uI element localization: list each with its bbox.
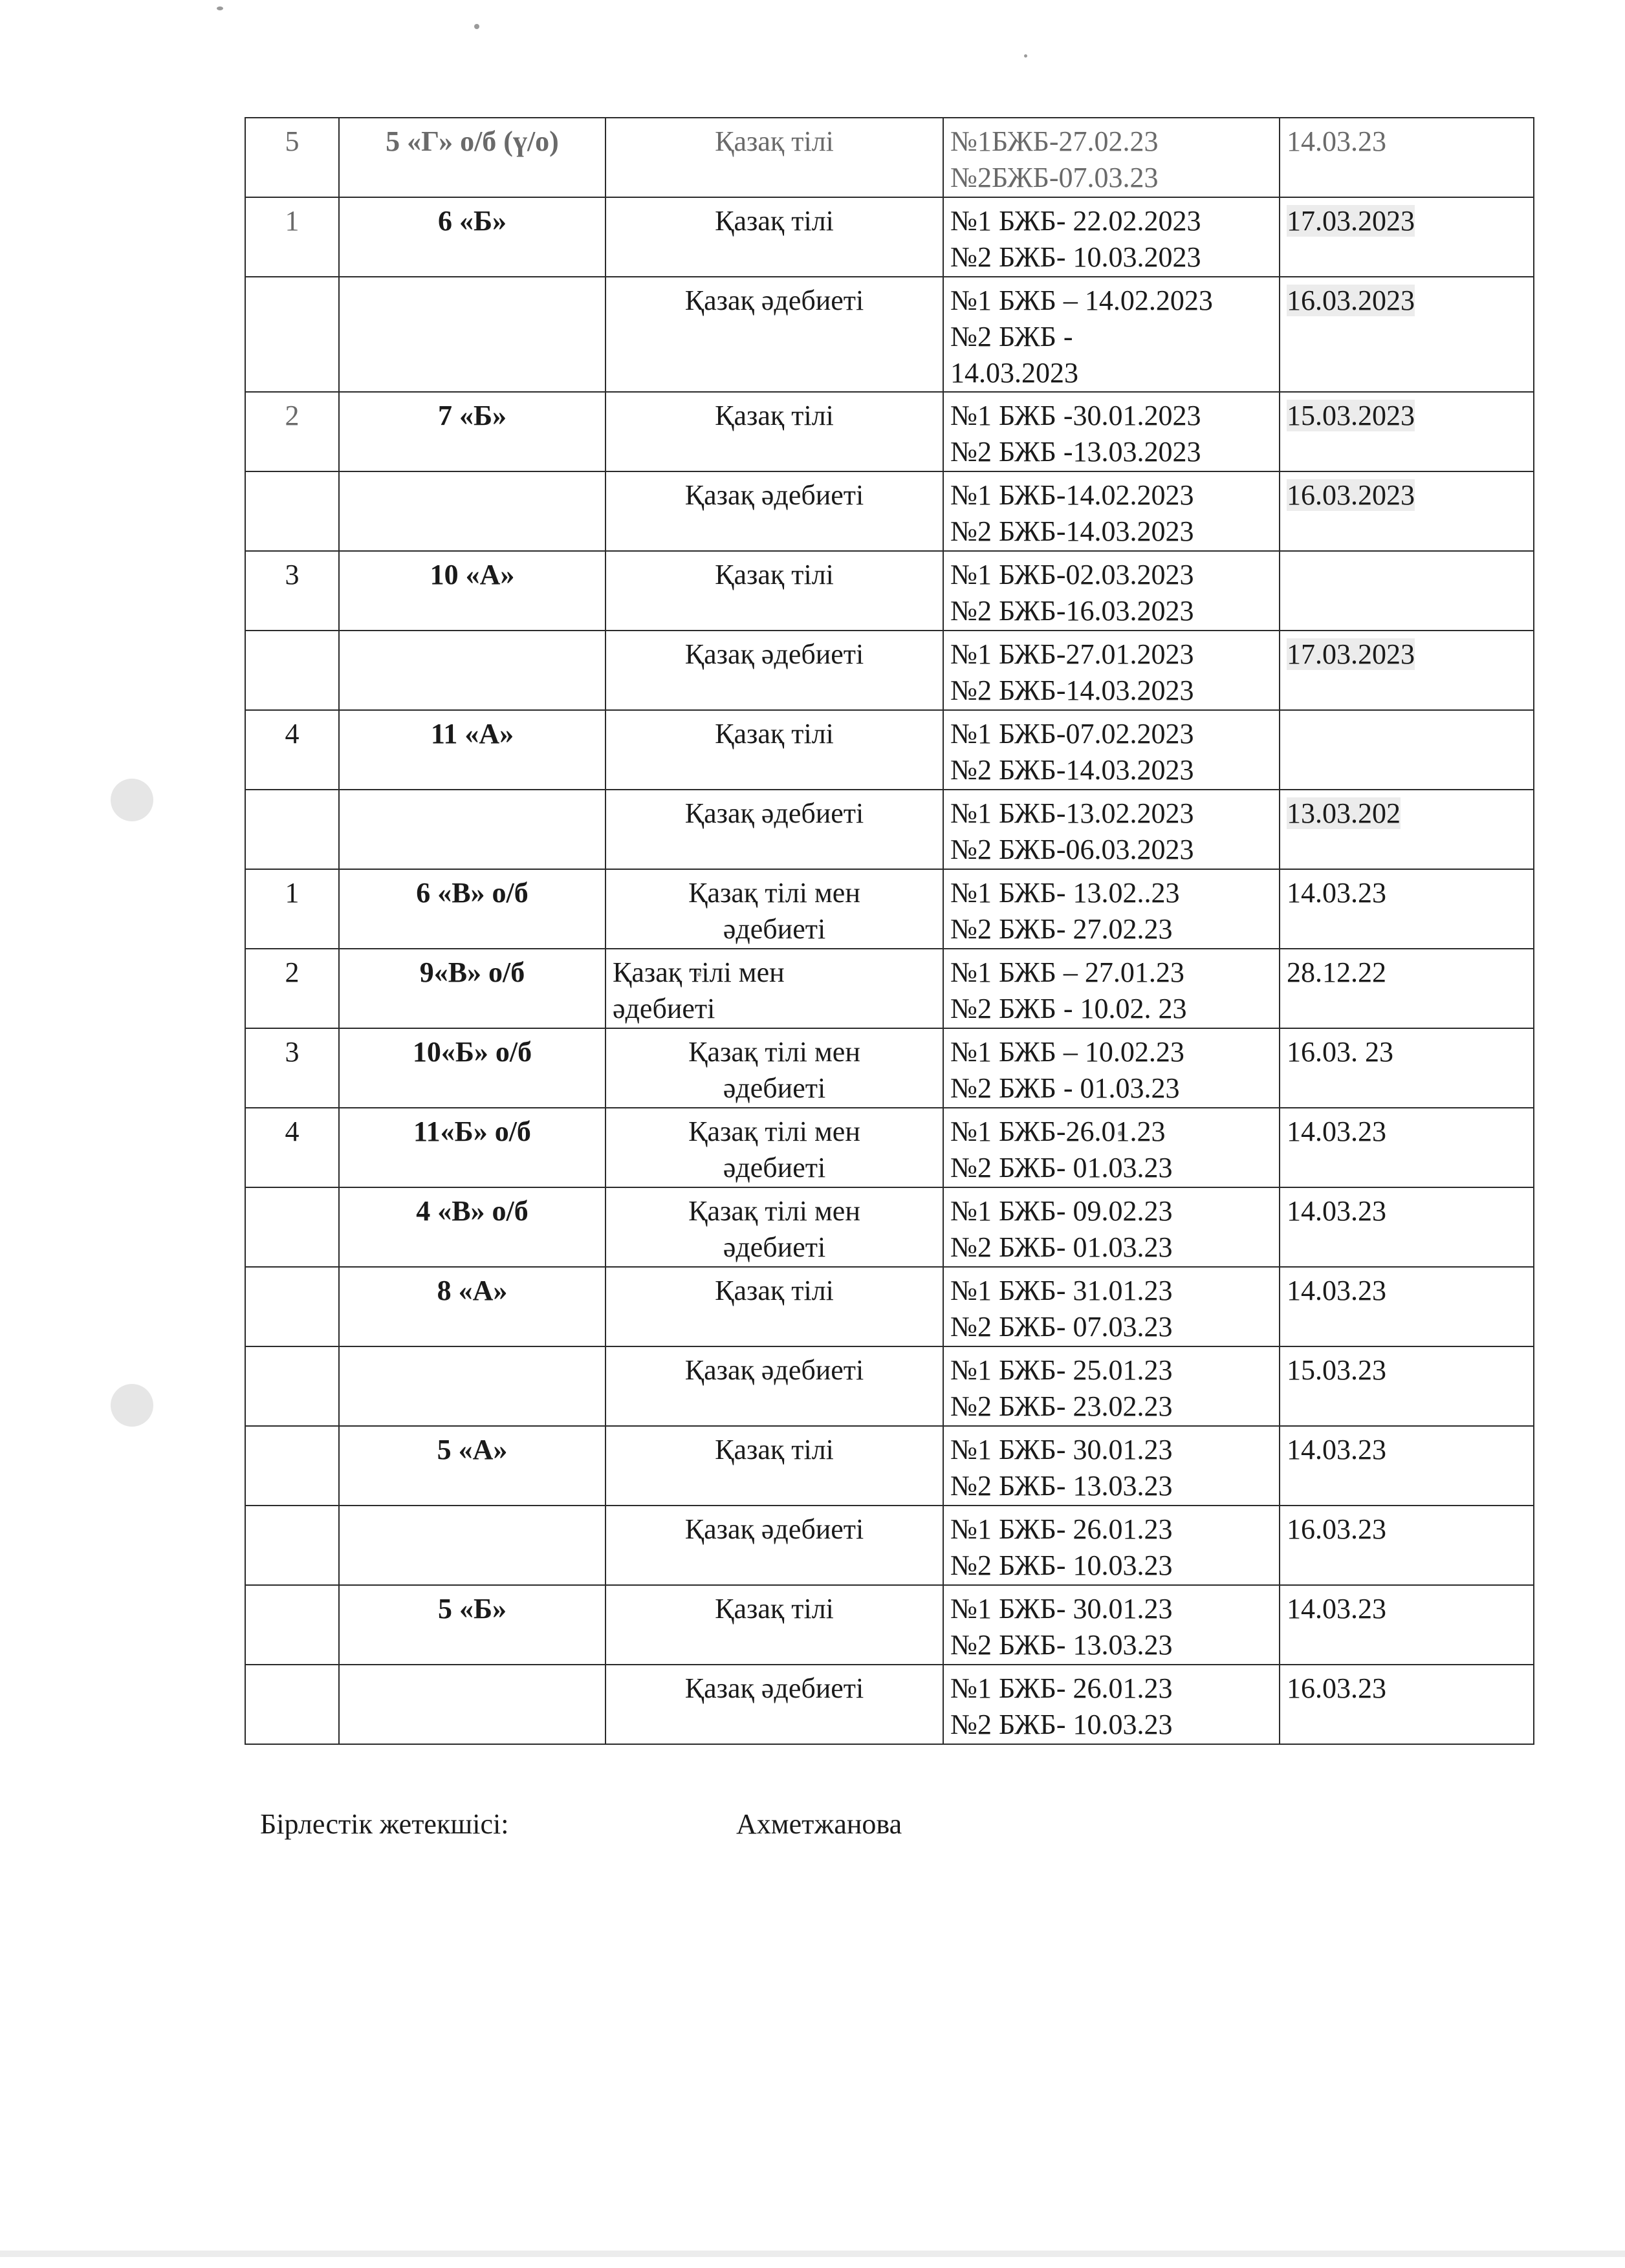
result-date: 14.03.23 <box>1280 869 1534 949</box>
class-name: 5 «Б» <box>339 1585 605 1665</box>
row-number <box>245 1506 339 1585</box>
punch-hole-mark <box>111 1384 153 1427</box>
class-name: 10 «А» <box>339 551 605 631</box>
table-row <box>245 1346 1534 1426</box>
row-number <box>245 790 339 869</box>
table-row <box>245 1426 1534 1506</box>
row-number <box>245 277 339 392</box>
subject: Қазақ тілі мен әдебиеті <box>605 1187 943 1267</box>
scan-speck <box>474 24 479 29</box>
footer-signatory-name: Ахметжанова <box>736 1808 902 1840</box>
class-name <box>339 1506 605 1585</box>
table-row <box>245 1187 1534 1267</box>
assessment-dates: №1 БЖБ- 26.01.23 №2 БЖБ- 10.03.23 <box>943 1506 1280 1585</box>
subject: Қазақ тілі <box>605 1585 943 1665</box>
subject: Қазақ тілі <box>605 118 943 197</box>
class-name: 7 «Б» <box>339 392 605 471</box>
subject: Қазақ әдебиеті <box>605 1506 943 1585</box>
table-row <box>245 1108 1534 1187</box>
class-name <box>339 277 605 392</box>
result-date: 28.12.22 <box>1280 949 1534 1028</box>
class-name: 4 «В» о/б <box>339 1187 605 1267</box>
row-number: 1 <box>245 869 339 949</box>
row-number <box>245 1585 339 1665</box>
assessment-dates: №1 БЖБ- 26.01.23 №2 БЖБ- 10.03.23 <box>943 1665 1280 1744</box>
assessment-dates: №1 БЖБ- 30.01.23 №2 БЖБ- 13.03.23 <box>943 1426 1280 1506</box>
punch-hole-mark <box>111 779 153 821</box>
row-number: 1 <box>245 197 339 277</box>
subject: Қазақ тілі мен әдебиеті <box>605 1028 943 1108</box>
table-row <box>245 471 1534 551</box>
footer-label: Бірлестік жетекшісі: <box>260 1808 509 1840</box>
assessment-dates: №1 БЖБ- 22.02.2023 №2 БЖБ- 10.03.2023 <box>943 197 1280 277</box>
result-date: 16.03.2023 <box>1280 471 1534 551</box>
class-name <box>339 631 605 710</box>
assessment-dates: №1 БЖБ-13.02.2023 №2 БЖБ-06.03.2023 <box>943 790 1280 869</box>
assessment-dates: №1 БЖБ-26.01.23 №2 БЖБ- 01.03.23 <box>943 1108 1280 1187</box>
subject: Қазақ тілі мен әдебиеті <box>605 869 943 949</box>
row-number: 2 <box>245 392 339 471</box>
class-name: 9«В» о/б <box>339 949 605 1028</box>
class-name <box>339 1665 605 1744</box>
result-date: 14.03.23 <box>1280 118 1534 197</box>
table-row <box>245 277 1534 392</box>
result-date: 16.03. 23 <box>1280 1028 1534 1108</box>
class-name <box>339 790 605 869</box>
row-number <box>245 1267 339 1346</box>
row-number: 4 <box>245 710 339 790</box>
table-row <box>245 118 1534 197</box>
subject: Қазақ тілі <box>605 1267 943 1346</box>
assessment-dates: №1 БЖБ-14.02.2023 №2 БЖБ-14.03.2023 <box>943 471 1280 551</box>
subject: Қазақ әдебиеті <box>605 471 943 551</box>
assessment-dates: №1 БЖБ – 10.02.23 №2 БЖБ - 01.03.23 <box>943 1028 1280 1108</box>
subject: Қазақ тілі <box>605 197 943 277</box>
table-row <box>245 392 1534 471</box>
subject: Қазақ әдебиеті <box>605 790 943 869</box>
row-number <box>245 631 339 710</box>
class-name: 5 «Г» о/б (ү/о) <box>339 118 605 197</box>
subject: Қазақ тілі <box>605 392 943 471</box>
row-number: 3 <box>245 551 339 631</box>
assessment-dates: №1 БЖБ- 13.02..23 №2 БЖБ- 27.02.23 <box>943 869 1280 949</box>
table-row <box>245 1665 1534 1744</box>
subject: Қазақ тілі <box>605 1426 943 1506</box>
row-number <box>245 1426 339 1506</box>
scan-speck <box>217 6 223 10</box>
assessment-dates: №1 БЖБ-07.02.2023 №2 БЖБ-14.03.2023 <box>943 710 1280 790</box>
assessment-dates: №1 БЖБ -30.01.2023 №2 БЖБ -13.03.2023 <box>943 392 1280 471</box>
class-name: 6 «В» о/б <box>339 869 605 949</box>
subject: Қазақ әдебиеті <box>605 277 943 392</box>
table-row <box>245 869 1534 949</box>
table-row <box>245 631 1534 710</box>
table-row <box>245 710 1534 790</box>
table-row <box>245 1267 1534 1346</box>
table-row <box>245 551 1534 631</box>
table-row <box>245 1585 1534 1665</box>
class-name: 11«Б» о/б <box>339 1108 605 1187</box>
result-date: 14.03.23 <box>1280 1187 1534 1267</box>
result-date: 16.03.23 <box>1280 1665 1534 1744</box>
class-name: 6 «Б» <box>339 197 605 277</box>
assessment-dates: №1 БЖБ- 25.01.23 №2 БЖБ- 23.02.23 <box>943 1346 1280 1426</box>
result-date: 13.03.202 <box>1280 790 1534 869</box>
row-number <box>245 1187 339 1267</box>
scan-edge <box>0 2251 1625 2257</box>
result-date: 17.03.2023 <box>1280 631 1534 710</box>
row-number: 2 <box>245 949 339 1028</box>
result-date: 15.03.2023 <box>1280 392 1534 471</box>
result-date: 16.03.23 <box>1280 1506 1534 1585</box>
result-date <box>1280 551 1534 631</box>
subject: Қазақ тілі <box>605 551 943 631</box>
result-date: 17.03.2023 <box>1280 197 1534 277</box>
class-name: 11 «А» <box>339 710 605 790</box>
class-name <box>339 1346 605 1426</box>
row-number <box>245 1346 339 1426</box>
class-name: 5 «А» <box>339 1426 605 1506</box>
subject: Қазақ тілі <box>605 710 943 790</box>
result-date: 14.03.23 <box>1280 1108 1534 1187</box>
result-date: 16.03.2023 <box>1280 277 1534 392</box>
table-row <box>245 1028 1534 1108</box>
row-number <box>245 471 339 551</box>
assessment-dates: №1 БЖБ-27.01.2023 №2 БЖБ-14.03.2023 <box>943 631 1280 710</box>
result-date <box>1280 710 1534 790</box>
subject: Қазақ тілі мен әдебиеті <box>605 1108 943 1187</box>
assessment-dates: №1 БЖБ – 27.01.23 №2 БЖБ - 10.02. 23 <box>943 949 1280 1028</box>
assessment-dates: №1БЖБ-27.02.23 №2БЖБ-07.03.23 <box>943 118 1280 197</box>
assessment-dates: №1 БЖБ- 31.01.23 №2 БЖБ- 07.03.23 <box>943 1267 1280 1346</box>
table-row <box>245 1506 1534 1585</box>
result-date: 14.03.23 <box>1280 1585 1534 1665</box>
row-number: 5 <box>245 118 339 197</box>
assessment-dates: №1 БЖБ- 09.02.23 №2 БЖБ- 01.03.23 <box>943 1187 1280 1267</box>
result-date: 15.03.23 <box>1280 1346 1534 1426</box>
table-row <box>245 949 1534 1028</box>
assessment-table <box>245 117 1534 1745</box>
result-date: 14.03.23 <box>1280 1267 1534 1346</box>
row-number: 4 <box>245 1108 339 1187</box>
subject: Қазақ әдебиеті <box>605 1346 943 1426</box>
class-name: 10«Б» о/б <box>339 1028 605 1108</box>
table-row <box>245 790 1534 869</box>
result-date: 14.03.23 <box>1280 1426 1534 1506</box>
subject: Қазақ әдебиеті <box>605 631 943 710</box>
row-number <box>245 1665 339 1744</box>
scan-speck <box>1024 54 1027 58</box>
class-name <box>339 471 605 551</box>
row-number: 3 <box>245 1028 339 1108</box>
assessment-dates: №1 БЖБ-02.03.2023 №2 БЖБ-16.03.2023 <box>943 551 1280 631</box>
assessment-dates: №1 БЖБ – 14.02.2023 №2 БЖБ - 14.03.2023 <box>943 277 1280 392</box>
subject: Қазақ тілі мен әдебиеті <box>605 949 943 1028</box>
assessment-dates: №1 БЖБ- 30.01.23 №2 БЖБ- 13.03.23 <box>943 1585 1280 1665</box>
subject: Қазақ әдебиеті <box>605 1665 943 1744</box>
table-row <box>245 197 1534 277</box>
class-name: 8 «А» <box>339 1267 605 1346</box>
